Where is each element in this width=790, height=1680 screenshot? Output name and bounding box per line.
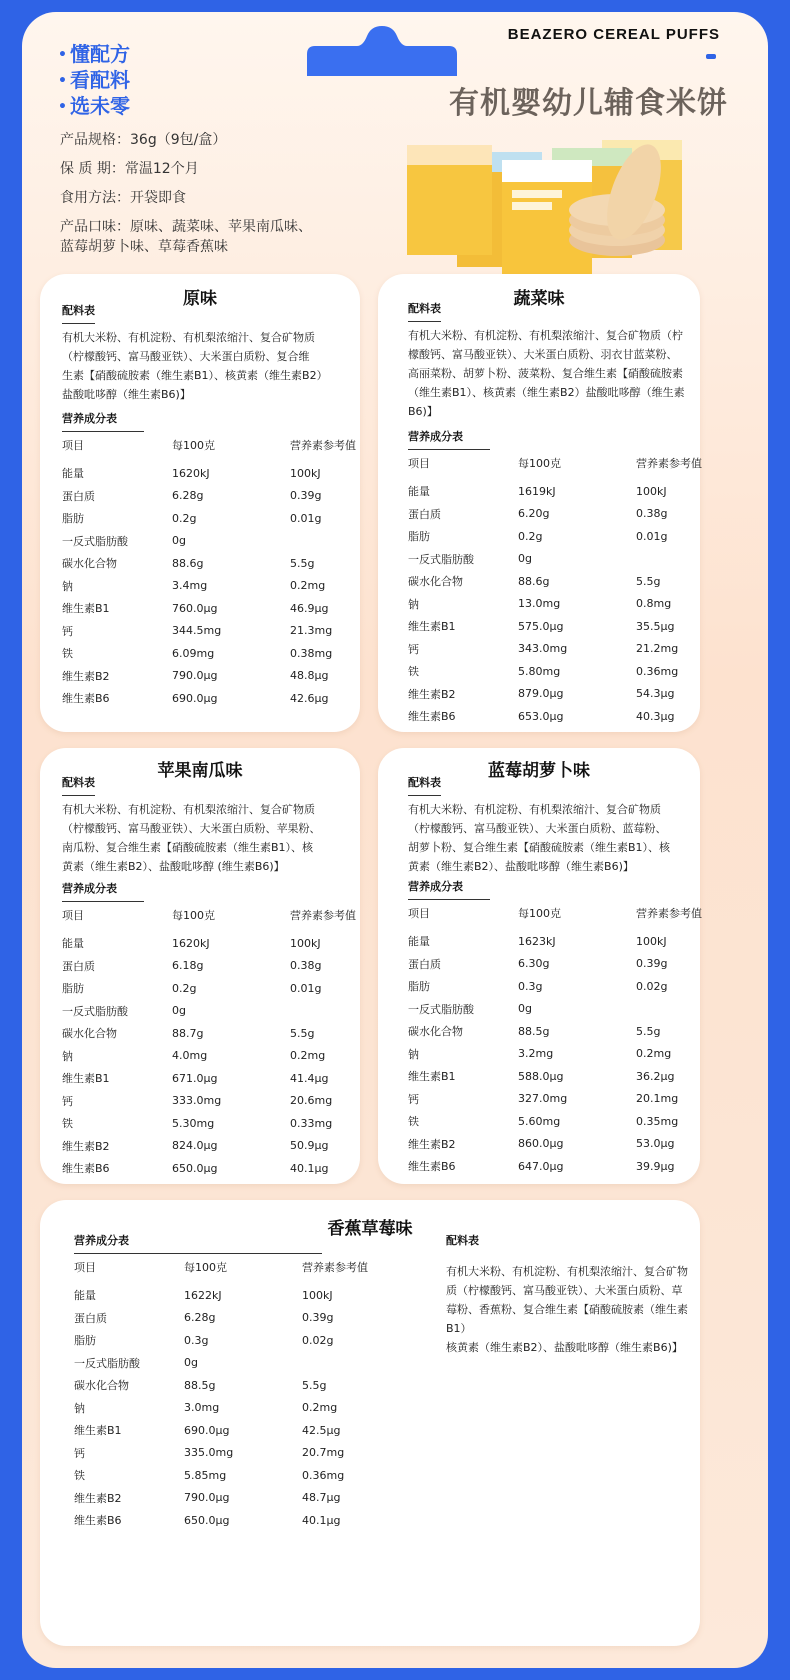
table-row: 维生素B6 690.0µg 42.6µg: [62, 691, 329, 706]
spec-usage: 食用方法：开袋即食: [60, 190, 186, 206]
nutrition-table: [74, 1252, 382, 1532]
table-row: 维生素B2 824.0µg 50.9µg: [62, 1139, 329, 1153]
table-row: 维生素B2 860.0µg 53.0µg: [408, 1137, 675, 1151]
table-row: 钙 343.0mg 21.2mg: [408, 642, 679, 656]
table-row: 能量 1620kJ 100kJ: [62, 466, 321, 481]
nutrition-table: [408, 448, 716, 728]
ingredients-text: 有机大米粉、有机淀粉、有机梨浓缩汁、复合矿物 质（柠檬酸钙、富马酸亚铁）、大米蛋白质粉、草 莓粉、香蕉粉、复合维生素【硝酸硫胺素（维生素B1） 核黄素（维生素B2）、盐酸吡哆醇（维生素B6)】: [446, 1265, 688, 1354]
table-row: 维生素B2 790.0µg 48.8µg: [62, 669, 329, 683]
product-name: 有机婴幼儿辅食米饼: [449, 86, 728, 121]
nutrition-label: 营养成分表: [62, 410, 144, 432]
table-row: 一反式脂肪酸 0g: [408, 1002, 532, 1016]
nutrition-label: 营养成分表: [74, 1232, 322, 1254]
table-row: 脂肪 0.2g 0.01g: [408, 529, 668, 544]
page-background: [22, 12, 768, 1668]
ingredients-text: 有机大米粉、有机淀粉、有机梨浓缩汁、复合矿物质 （柠檬酸钙、富马酸亚铁）、大米蛋白质粉、苹果粉、 南瓜粉、复合维生素【硝酸硫胺素（维生素B1）、核 黄素（维生素B2）、盐酸吡哆醇 (维生素B6)】: [62, 803, 321, 873]
table-header: 项目 每100克 营养素参考值: [408, 907, 702, 920]
blue-tab-decoration: [307, 26, 457, 76]
table-row: 蛋白质 6.28g 0.39g: [62, 489, 322, 503]
table-row: 维生素B6 650.0µg 40.1µg: [74, 1513, 341, 1528]
table-row: 能量 1622kJ 100kJ: [74, 1288, 333, 1303]
table-row: 能量 1620kJ 100kJ: [62, 936, 321, 951]
spec-size: 产品规格：36g（9包/盒）: [60, 132, 227, 148]
ingredients-text: 有机大米粉、有机淀粉、有机梨浓缩汁、复合矿物质（柠 檬酸钙、富马酸亚铁）、大米蛋白质粉、羽衣甘蓝菜粉、 高丽菜粉、胡萝卜粉、菠菜粉、复合维生素【硝酸硫胺素 （维生素B1）、核黄素（维生素B2）盐酸吡哆醇（维生素 B6)】: [408, 329, 685, 418]
card-title: 蔬菜味: [513, 289, 565, 309]
table-row: 维生素B1 588.0µg 36.2µg: [408, 1069, 675, 1084]
nutrition-table: [408, 898, 716, 1178]
table-row: 一反式脂肪酸 0g: [408, 552, 532, 566]
table-row: 维生素B6 650.0µg 40.1µg: [62, 1161, 329, 1176]
flavor-card-original: [40, 274, 360, 732]
brand-underline: [706, 54, 716, 59]
table-row: 钙 335.0mg 20.7mg: [74, 1446, 345, 1460]
ingredients-label: 配料表: [408, 300, 441, 322]
table-row: 维生素B1 575.0µg 35.5µg: [408, 619, 675, 634]
table-row: 碳水化合物 88.6g 5.5g: [62, 556, 315, 571]
table-row: 钠 3.2mg 0.2mg: [408, 1047, 672, 1061]
nutrition-label: 营养成分表: [408, 428, 490, 450]
table-row: 一反式脂肪酸 0g: [62, 534, 186, 548]
table-row: 能量 1619kJ 100kJ: [408, 484, 667, 499]
table-row: 维生素B6 653.0µg 40.3µg: [408, 709, 675, 724]
slogan-item: • 懂配方: [58, 42, 130, 66]
ingredients-text: 有机大米粉、有机淀粉、有机梨浓缩汁、复合矿物质 （柠檬酸钙、富马酸亚铁）、大米蛋白质粉、复合维 生素【硝酸硫胺素（维生素B1）、核黄素（维生素B2） 盐酸吡哆醇（维生素B6)】: [62, 331, 328, 401]
table-row: 钠 13.0mg 0.8mg: [408, 597, 672, 611]
table-row: 维生素B1 760.0µg 46.9µg: [62, 601, 329, 616]
card-title: 苹果南瓜味: [157, 761, 243, 781]
table-row: 钠 4.0mg 0.2mg: [62, 1049, 326, 1063]
table-row: 碳水化合物 88.7g 5.5g: [62, 1026, 315, 1041]
table-header: 项目 每100克 营养素参考值: [408, 457, 702, 470]
table-row: 维生素B2 879.0µg 54.3µg: [408, 687, 675, 701]
nutrition-label: 营养成分表: [408, 878, 490, 900]
ingredients-text: 有机大米粉、有机淀粉、有机梨浓缩汁、复合矿物质 （柠檬酸钙、富马酸亚铁）、大米蛋白质粉、蓝莓粉、 胡萝卜粉、复合维生素【硝酸硫胺素（维生素B1）、核 黄素（维生素B2）、盐酸吡哆醇（维生素B6)】: [408, 803, 671, 873]
slogan-list: [58, 42, 130, 120]
flavor-card-banana-strawberry: [40, 1200, 700, 1646]
brand-title: BEAZERO CEREAL PUFFS: [507, 26, 720, 43]
table-row: 蛋白质 6.28g 0.39g: [74, 1311, 334, 1325]
table-row: 维生素B1 671.0µg 41.4µg: [62, 1071, 329, 1086]
table-row: 脂肪 0.2g 0.01g: [62, 511, 322, 526]
table-header: 项目 每100克 营养素参考值: [74, 1261, 368, 1274]
table-row: 脂肪 0.3g 0.02g: [74, 1333, 334, 1348]
nutrition-table: [62, 900, 370, 1180]
table-row: 铁 5.85mg 0.36mg: [74, 1468, 345, 1483]
table-header: 项目 每100克 营养素参考值: [62, 439, 356, 452]
product-boxes-illustration: [402, 130, 712, 280]
table-row: 一反式脂肪酸 0g: [62, 1004, 186, 1018]
card-title: 香蕉草莓味: [327, 1219, 413, 1239]
table-row: 蛋白质 6.20g 0.38g: [408, 507, 668, 521]
flavor-card-apple-pumpkin: [40, 748, 360, 1184]
table-row: 维生素B1 690.0µg 42.5µg: [74, 1423, 341, 1438]
flavor-card-vegetable: [378, 274, 700, 732]
table-row: 钙 333.0mg 20.6mg: [62, 1094, 333, 1108]
product-specs: [60, 130, 390, 257]
table-row: 碳水化合物 88.5g 5.5g: [408, 1024, 661, 1039]
table-row: 一反式脂肪酸 0g: [74, 1356, 198, 1370]
slogan-item: • 看配料: [58, 68, 130, 92]
table-row: 钙 327.0mg 20.1mg: [408, 1092, 679, 1106]
card-title: 原味: [183, 289, 217, 309]
ingredients-label: 配料表: [446, 1234, 479, 1247]
ingredients-label: 配料表: [62, 774, 95, 796]
table-row: 蛋白质 6.18g 0.38g: [62, 959, 322, 973]
table-row: 维生素B6 647.0µg 39.9µg: [408, 1159, 675, 1174]
table-row: 钠 3.4mg 0.2mg: [62, 579, 326, 593]
ingredients-label: 配料表: [408, 774, 441, 796]
ingredients-label: 配料表: [62, 302, 95, 324]
table-row: 维生素B2 790.0µg 48.7µg: [74, 1491, 341, 1505]
table-row: 蛋白质 6.30g 0.39g: [408, 957, 668, 971]
spec-flavors: 产品口味：原味、蔬菜味、苹果南瓜味、 蓝莓胡萝卜味、草莓香蕉味: [60, 219, 312, 255]
table-row: 铁 6.09mg 0.38mg: [62, 646, 333, 661]
card-title: 蓝莓胡萝卜味: [488, 761, 590, 781]
table-header: 项目 每100克 营养素参考值: [62, 909, 356, 922]
box-front-left: [407, 145, 492, 255]
table-row: 碳水化合物 88.5g 5.5g: [74, 1378, 327, 1393]
table-row: 钙 344.5mg 21.3mg: [62, 624, 333, 638]
slogan-item: • 选未零: [58, 94, 130, 118]
table-row: 铁 5.30mg 0.33mg: [62, 1116, 333, 1131]
nutrition-table: [62, 430, 370, 710]
table-row: 铁 5.80mg 0.36mg: [408, 664, 679, 679]
spec-shelf-life: 保 质 期：常温12个月: [60, 161, 199, 177]
flavor-card-blueberry-carrot: [378, 748, 700, 1184]
table-row: 钠 3.0mg 0.2mg: [74, 1401, 338, 1415]
table-row: 脂肪 0.3g 0.02g: [408, 979, 668, 994]
table-row: 铁 5.60mg 0.35mg: [408, 1114, 679, 1129]
table-row: 脂肪 0.2g 0.01g: [62, 981, 322, 996]
nutrition-label: 营养成分表: [62, 880, 144, 902]
table-row: 能量 1623kJ 100kJ: [408, 934, 667, 949]
table-row: 碳水化合物 88.6g 5.5g: [408, 574, 661, 589]
